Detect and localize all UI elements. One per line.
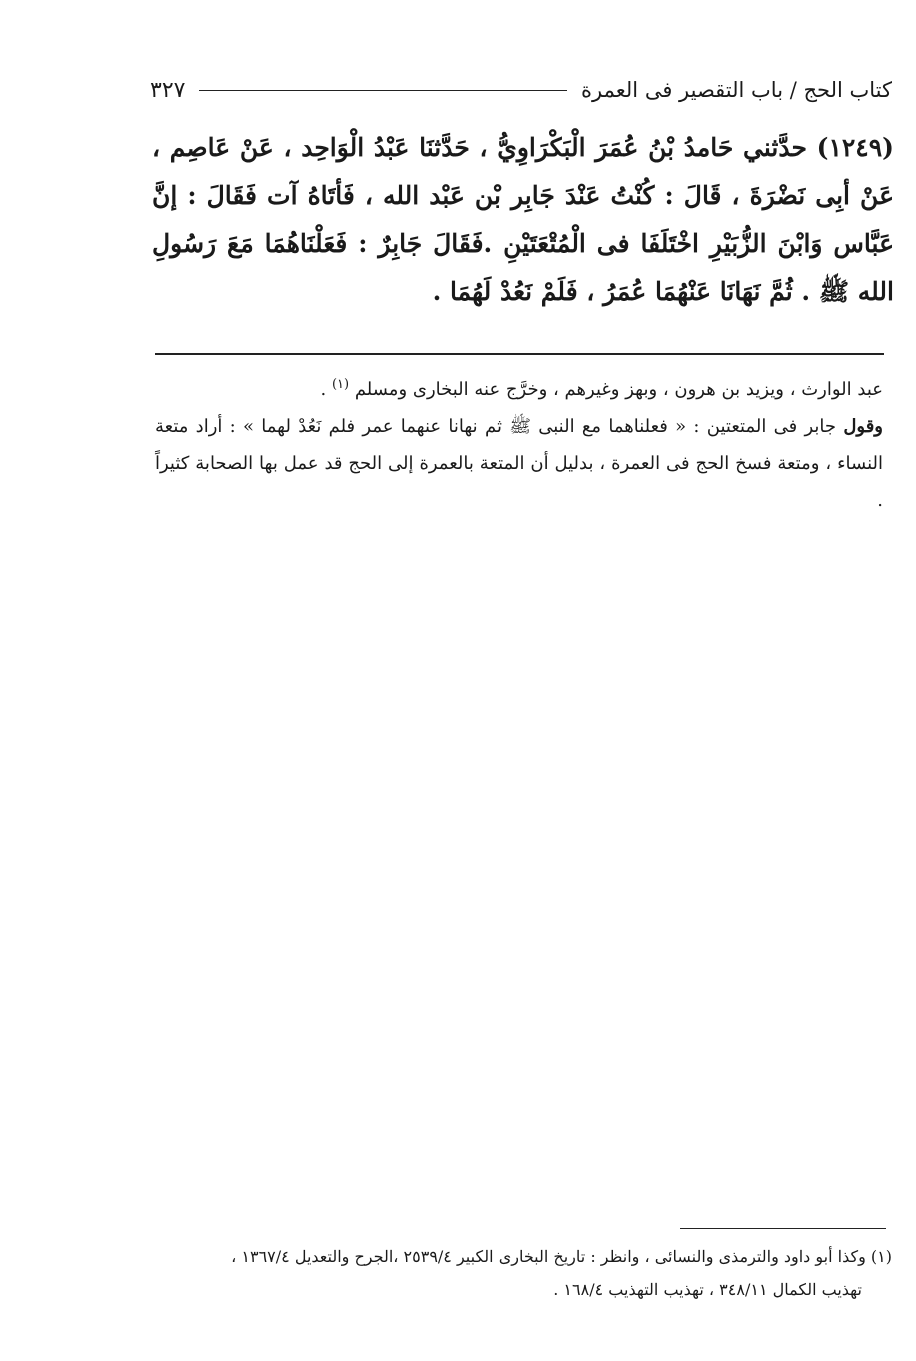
text-divider-rule — [155, 353, 884, 355]
commentary-paragraph-2 — [155, 408, 883, 519]
footnote-1-line-1: (١) وكذا أبو داود والترمذى والنسائى ، وانظر : تاريخ البخارى الكبير ٢٥٣٩/٤ ،الجرح والتعديل ١٣٦٧/٤ ، — [231, 1247, 892, 1266]
commentary-lead-word: وقول — [843, 416, 883, 437]
footnote-ref: (١) — [331, 377, 350, 392]
footnote-1-line-2: تهذيب الكمال ٣٤٨/١١ ، تهذيب التهذيب ١٦٨/٤ . — [553, 1280, 862, 1299]
hadith-text-block — [152, 124, 894, 316]
commentary-line-1-text: عبد الوارث ، ويزيد بن هرون ، وبهز وغيرهم ، وخرَّج عنه البخارى ومسلم — [354, 379, 883, 400]
commentary-block — [155, 366, 883, 519]
footnote-block — [150, 1240, 892, 1306]
commentary-paragraph-2-text: جابر فى المتعتين : « فعلناهما مع النبى ﷺ ثم نهانا عنهما عمر فلم نَعُدْ لهما » : أراد متعة النساء ، ومتعة فسخ الحج فى العمرة ، بدليل أن المتعة بالعمرة إلى الحج قد عمل بها الصحابة كثيراً . — [155, 416, 883, 511]
chapter-title: كتاب الحج / باب التقصير فى العمرة — [581, 78, 892, 102]
footnote-divider-rule — [680, 1228, 886, 1229]
page-number: ٣٢٧ — [150, 77, 186, 103]
running-header — [150, 74, 892, 106]
commentary-line-1 — [155, 366, 883, 408]
header-rule — [199, 90, 567, 91]
commentary-line-1-end: . — [320, 379, 332, 400]
hadith-text: (١٢٤٩) حدَّثني حَامدُ بْنُ عُمَرَ الْبَكْرَاوِيُّ ، حَدَّثنَا عَبْدُ الْوَاحِد ، عَنْ عَاصِم ، عَنْ أبِى نَضْرَةَ ، قَالَ : كُنْتُ عَنْدَ جَابِر بْن عَبْد الله ، فَأتَاهُ آت فَقَالَ : إنَّ عَبَّاس وَابْنَ الزُّبَيْرِ اخْتَلَفَا فى الْمُتْعَتَيْنِ .فَقَالَ جَابِرٌ : فَعَلْنَاهُمَا مَعَ رَسُولِ الله ﷺ . ثُمَّ نَهَانَا عَنْهُمَا عُمَرُ ، فَلَمْ نَعُدْ لَهُمَا . — [152, 133, 894, 306]
